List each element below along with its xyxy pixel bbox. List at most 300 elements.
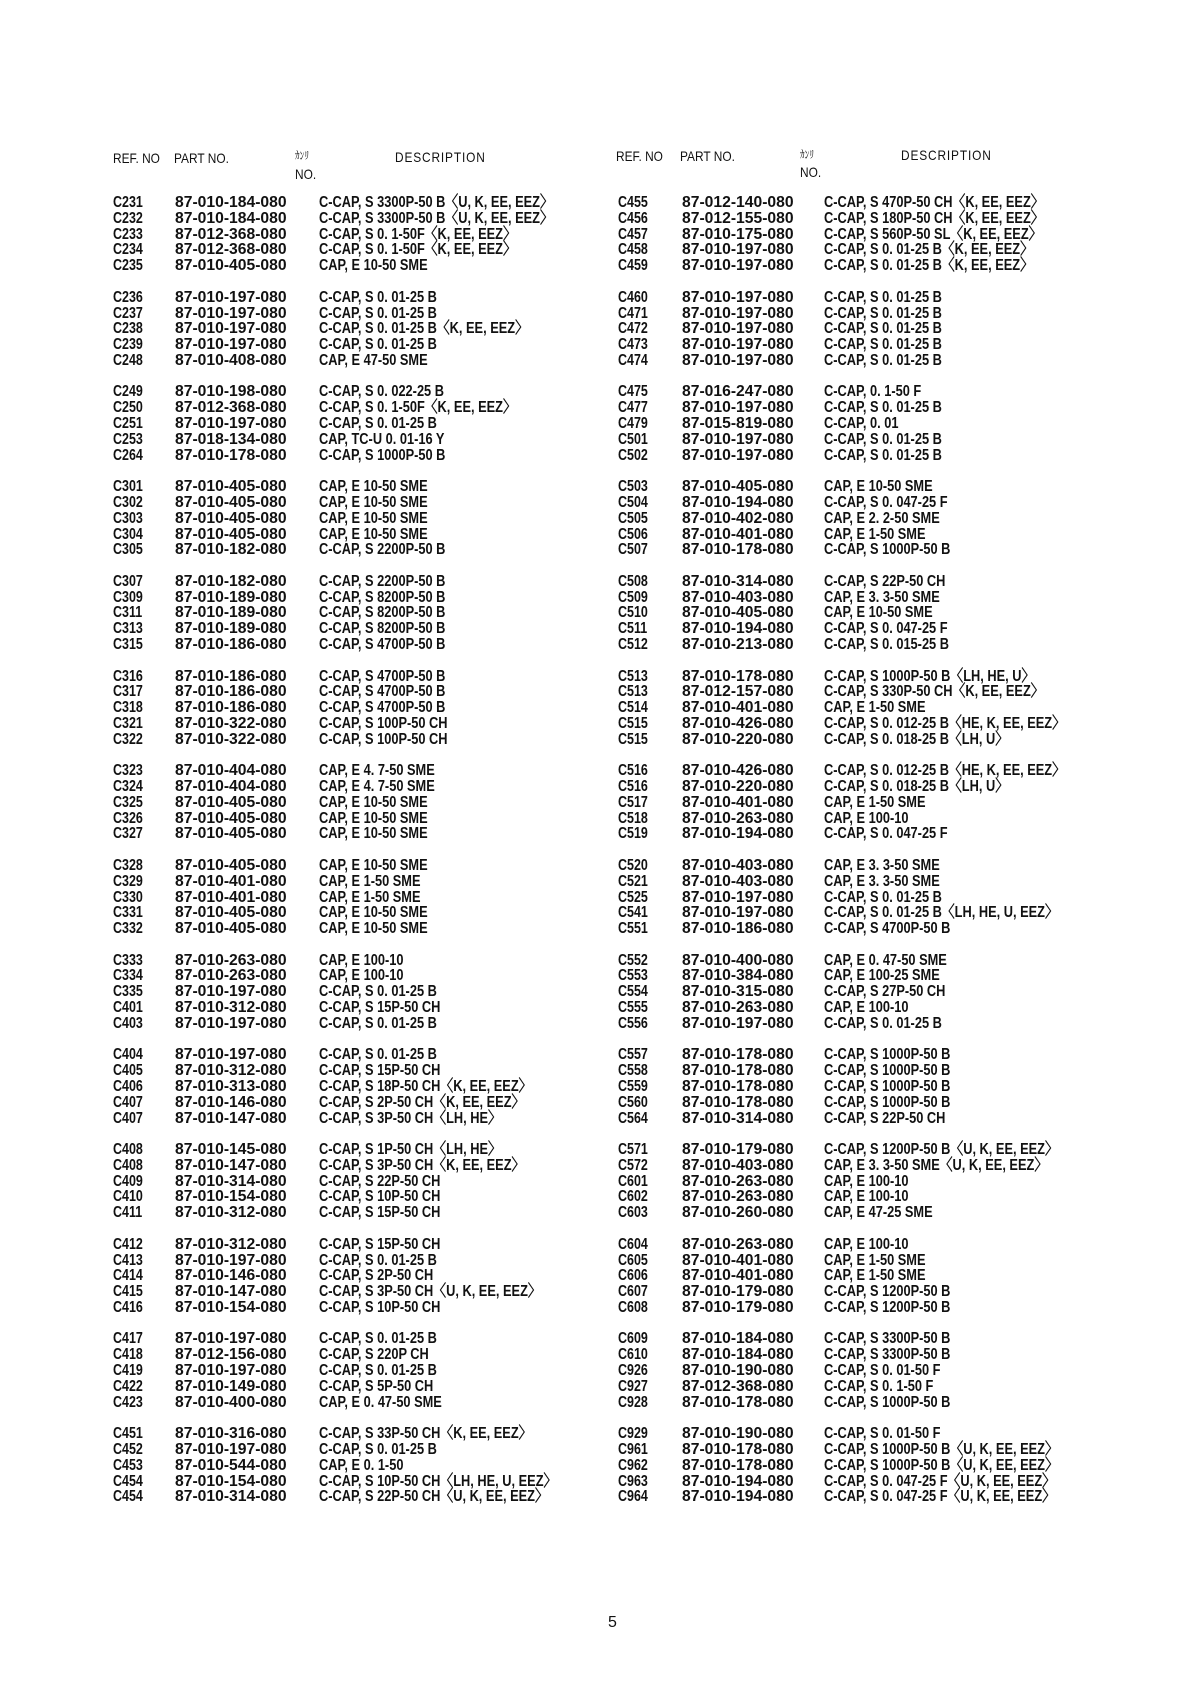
ref-no: C508 <box>618 572 648 590</box>
part-no: 87-010-260-080 <box>682 1204 794 1222</box>
part-row <box>0 353 1191 369</box>
ref-no: C326 <box>113 809 143 827</box>
part-no: 87-010-314-080 <box>175 1172 287 1190</box>
part-no: 87-010-263-080 <box>175 967 287 985</box>
ref-no: C327 <box>113 825 143 843</box>
part-row <box>0 1284 1191 1300</box>
kanri-heading: ｶﾝﾘ <box>800 149 815 161</box>
ref-no: C518 <box>618 809 648 827</box>
description: CAP, E 4. 7-50 SME <box>319 762 435 780</box>
description: C-CAP, S 8200P-50 B <box>319 588 446 606</box>
ref-no: C513 <box>618 667 648 685</box>
description: C-CAP, S 0. 01-25 B〈K, EE, EEZ〉 <box>319 320 528 338</box>
description: C-CAP, S 0. 01-50 F <box>824 1425 941 1443</box>
ref-no: C553 <box>618 967 648 985</box>
ref-no: C926 <box>618 1362 648 1379</box>
ref-no: C302 <box>113 493 143 511</box>
part-no: 87-010-182-080 <box>175 572 287 590</box>
description: C-CAP, S 1P-50 CH〈LH, HE〉 <box>319 1141 501 1158</box>
part-no: 87-010-145-080 <box>175 1141 287 1158</box>
ref-no: C512 <box>618 636 648 653</box>
description: CAP, E 2. 2-50 SME <box>824 509 940 527</box>
description: CAP, TC-U 0. 01-16 Y <box>319 430 445 448</box>
part-row <box>0 448 1191 464</box>
part-no: 87-010-194-080 <box>682 620 794 638</box>
description: CAP, E 3. 3-50 SME <box>824 588 940 606</box>
part-no: 87-010-154-080 <box>175 1472 287 1490</box>
part-row <box>0 905 1191 921</box>
part-row <box>0 1047 1191 1063</box>
description: C-CAP, S 100P-50 CH <box>319 714 448 732</box>
part-no: 87-010-197-080 <box>175 1330 287 1348</box>
part-row <box>0 874 1191 890</box>
part-no: 87-012-140-080 <box>682 194 794 211</box>
part-no: 87-010-198-080 <box>175 383 287 401</box>
part-no: 87-010-178-080 <box>682 1393 794 1411</box>
description: CAP, E 10-50 SME <box>824 604 933 622</box>
part-no: 87-010-194-080 <box>682 493 794 511</box>
ref-no: C321 <box>113 714 143 732</box>
ref-no: C460 <box>618 288 648 306</box>
part-row <box>0 416 1191 432</box>
part-no: 87-010-178-080 <box>175 446 287 464</box>
part-row <box>0 479 1191 495</box>
description: C-CAP, S 0. 01-25 B <box>824 288 942 306</box>
part-no: 87-012-368-080 <box>175 399 287 417</box>
description: CAP, E 10-50 SME <box>319 825 428 843</box>
description: C-CAP, S 0. 01-25 B <box>824 888 942 906</box>
description: C-CAP, S 0. 1-50F〈K, EE, EEZ〉 <box>319 241 516 259</box>
part-no: 87-010-213-080 <box>682 636 794 653</box>
part-row <box>0 400 1191 416</box>
description: C-CAP, S 0. 047-25 F <box>824 620 948 638</box>
description: C-CAP, S 15P-50 CH <box>319 1235 441 1253</box>
description: C-CAP, S 22P-50 CH <box>824 1109 946 1127</box>
part-no: 87-010-404-080 <box>175 762 287 780</box>
description: C-CAP, S 0. 1-50F〈K, EE, EEZ〉 <box>319 225 516 243</box>
part-no: 87-010-405-080 <box>175 825 287 843</box>
ref-no: C501 <box>618 430 648 448</box>
ref-no: C609 <box>618 1330 648 1348</box>
part-row <box>0 716 1191 732</box>
description: C-CAP, S 1000P-50 B <box>824 1393 951 1411</box>
part-no: 87-010-401-080 <box>682 699 794 717</box>
ref-no: C517 <box>618 793 648 811</box>
description: C-CAP, S 18P-50 CH〈K, EE, EEZ〉 <box>319 1077 532 1095</box>
description: C-CAP, S 1000P-50 B〈U, K, EE, EEZ〉 <box>824 1456 1058 1474</box>
page-number: 5 <box>608 1614 617 1631</box>
description: C-CAP, S 0. 018-25 B〈LH, U〉 <box>824 730 1008 748</box>
description: C-CAP, S 8200P-50 B <box>319 620 446 638</box>
ref-no: C410 <box>113 1188 143 1206</box>
ref-no: C415 <box>113 1283 143 1301</box>
part-no: 87-010-186-080 <box>175 667 287 685</box>
description: CAP, E 100-10 <box>824 999 909 1016</box>
part-no: 87-010-197-080 <box>682 446 794 464</box>
ref-no-heading: REF. NO <box>616 148 663 164</box>
description: C-CAP, S 0. 01-25 B <box>319 1014 437 1032</box>
description: CAP, E 100-10 <box>824 1235 909 1253</box>
part-row <box>0 669 1191 685</box>
description: C-CAP, S 4700P-50 B <box>319 699 446 717</box>
ref-no: C237 <box>113 304 143 322</box>
description: C-CAP, S 330P-50 CH〈K, EE, EEZ〉 <box>824 683 1044 701</box>
description: C-CAP, S 3P-50 CH〈LH, HE〉 <box>319 1109 501 1127</box>
part-no: 87-010-178-080 <box>682 1062 794 1080</box>
ref-no: C407 <box>113 1093 143 1111</box>
part-no: 87-010-401-080 <box>175 872 287 890</box>
ref-no: C519 <box>618 825 648 843</box>
ref-no: C963 <box>618 1472 648 1490</box>
part-no: 87-010-189-080 <box>175 588 287 606</box>
description: C-CAP, S 0. 012-25 B〈HE, K, EE, EEZ〉 <box>824 714 1065 732</box>
part-row <box>0 1063 1191 1079</box>
description: C-CAP, S 0. 01-25 B <box>319 288 437 306</box>
part-no: 87-010-197-080 <box>175 983 287 1001</box>
ref-no: C323 <box>113 762 143 780</box>
part-no: 87-016-247-080 <box>682 383 794 401</box>
description: C-CAP, S 1000P-50 B <box>824 1046 951 1064</box>
part-row <box>0 700 1191 716</box>
ref-no: C315 <box>113 636 143 653</box>
part-row <box>0 953 1191 969</box>
part-no: 87-010-314-080 <box>682 572 794 590</box>
description: C-CAP, S 33P-50 CH〈K, EE, EEZ〉 <box>319 1425 532 1443</box>
ref-no: C929 <box>618 1425 648 1443</box>
ref-no: C332 <box>113 920 143 938</box>
ref-no: C330 <box>113 888 143 906</box>
part-no: 87-010-312-080 <box>175 1204 287 1222</box>
part-no: 87-010-184-080 <box>175 194 287 211</box>
description: C-CAP, S 22P-50 CH <box>319 1172 441 1190</box>
part-no: 87-010-402-080 <box>682 509 794 527</box>
ref-no: C411 <box>113 1204 143 1222</box>
description: C-CAP, S 1000P-50 B <box>319 446 446 464</box>
ref-no: C304 <box>113 525 143 543</box>
ref-no: C251 <box>113 415 143 432</box>
ref-no: C234 <box>113 241 143 259</box>
description: CAP, E 1-50 SME <box>824 1267 926 1285</box>
ref-no: C317 <box>113 683 143 701</box>
part-no: 87-010-178-080 <box>682 1440 794 1458</box>
part-no: 87-010-401-080 <box>682 1251 794 1269</box>
description: C-CAP, S 1000P-50 B <box>824 1093 951 1111</box>
part-no: 87-010-220-080 <box>682 778 794 795</box>
description: C-CAP, S 10P-50 CH <box>319 1298 441 1316</box>
description: CAP, E 1-50 SME <box>824 699 926 717</box>
ref-no: C305 <box>113 541 143 559</box>
part-row <box>0 258 1191 274</box>
ref-no: C603 <box>618 1204 648 1222</box>
part-no: 87-010-178-080 <box>682 1456 794 1474</box>
description: CAP, E 3. 3-50 SME <box>824 872 940 890</box>
part-no: 87-012-156-080 <box>175 1346 287 1364</box>
description: C-CAP, S 3300P-50 B <box>824 1330 951 1348</box>
part-row <box>0 1111 1191 1127</box>
ref-no: C559 <box>618 1077 648 1095</box>
description: C-CAP, S 1200P-50 B <box>824 1298 951 1316</box>
description: C-CAP, S 560P-50 SL〈K, EE, EEZ〉 <box>824 225 1042 243</box>
description: C-CAP, S 0. 047-25 F〈U, K, EE, EEZ〉 <box>824 1488 1055 1506</box>
part-no: 87-010-197-080 <box>682 288 794 306</box>
part-no: 87-010-197-080 <box>682 336 794 354</box>
ref-no: C309 <box>113 588 143 606</box>
ref-no: C555 <box>618 999 648 1016</box>
part-row <box>0 1489 1191 1505</box>
part-row <box>0 1300 1191 1316</box>
description: CAP, E 1-50 SME <box>824 1251 926 1269</box>
part-no: 87-010-220-080 <box>682 730 794 748</box>
ref-no: C264 <box>113 446 143 464</box>
ref-no: C520 <box>618 856 648 874</box>
description: CAP, E 1-50 SME <box>319 872 421 890</box>
part-no: 87-010-178-080 <box>682 1077 794 1095</box>
part-no: 87-010-316-080 <box>175 1425 287 1443</box>
ref-no: C502 <box>618 446 648 464</box>
ref-no: C515 <box>618 730 648 748</box>
part-no: 87-010-146-080 <box>175 1093 287 1111</box>
ref-no: C409 <box>113 1172 143 1190</box>
part-row <box>0 684 1191 700</box>
part-no: 87-010-175-080 <box>682 225 794 243</box>
part-no: 87-010-400-080 <box>682 951 794 969</box>
ref-no: C514 <box>618 699 648 717</box>
ref-no: C610 <box>618 1346 648 1364</box>
part-no: 87-010-313-080 <box>175 1077 287 1095</box>
description: C-CAP, S 4700P-50 B <box>319 683 446 701</box>
description: C-CAP, S 1000P-50 B〈U, K, EE, EEZ〉 <box>824 1440 1058 1458</box>
description: C-CAP, S 0. 018-25 B〈LH, U〉 <box>824 778 1008 795</box>
ref-no: C311 <box>113 604 143 622</box>
description: C-CAP, S 0. 01-25 B <box>824 320 942 338</box>
description-heading: DESCRIPTION <box>901 147 992 163</box>
description: CAP, E 0. 1-50 <box>319 1456 404 1474</box>
ref-no: C510 <box>618 604 648 622</box>
ref-no: C964 <box>618 1488 648 1506</box>
ref-no: C253 <box>113 430 143 448</box>
part-row <box>0 1016 1191 1032</box>
part-row <box>0 858 1191 874</box>
description: C-CAP, S 1200P-50 B〈U, K, EE, EEZ〉 <box>824 1141 1058 1158</box>
part-no: 87-010-405-080 <box>175 509 287 527</box>
part-no: 87-010-408-080 <box>175 351 287 369</box>
description: C-CAP, S 0. 01-50 F <box>824 1362 941 1379</box>
description: CAP, E 3. 3-50 SME〈U, K, EE, EEZ〉 <box>824 1156 1048 1174</box>
part-no: 87-010-426-080 <box>682 762 794 780</box>
part-row <box>0 527 1191 543</box>
part-row <box>0 811 1191 827</box>
part-no: 87-010-197-080 <box>175 320 287 338</box>
part-row <box>0 1142 1191 1158</box>
kanri-no-heading: NO. <box>295 166 317 182</box>
description: CAP, E 1-50 SME <box>319 888 421 906</box>
part-no: 87-010-405-080 <box>175 809 287 827</box>
part-no: 87-018-134-080 <box>175 430 287 448</box>
description: CAP, E 100-10 <box>824 1188 909 1206</box>
description: C-CAP, S 1000P-50 B〈LH, HE, U〉 <box>824 667 1035 685</box>
description: C-CAP, S 0. 01-25 B <box>824 351 942 369</box>
ref-no: C414 <box>113 1267 143 1285</box>
description: C-CAP, S 0. 015-25 B <box>824 636 949 653</box>
ref-no: C457 <box>618 225 648 243</box>
description: CAP, E 100-10 <box>824 809 909 827</box>
part-no: 87-010-384-080 <box>682 967 794 985</box>
description: C-CAP, S 0. 012-25 B〈HE, K, EE, EEZ〉 <box>824 762 1065 780</box>
kanri-heading: ｶﾝﾘ <box>295 150 310 162</box>
description: CAP, E 10-50 SME <box>319 525 428 543</box>
description: CAP, E 1-50 SME <box>824 793 926 811</box>
description: C-CAP, S 2200P-50 B <box>319 541 446 559</box>
ref-no: C511 <box>618 620 648 638</box>
ref-no: C572 <box>618 1156 648 1174</box>
description: C-CAP, S 10P-50 CH〈LH, HE, U, EEZ〉 <box>319 1472 557 1490</box>
part-row <box>0 1237 1191 1253</box>
part-no-heading: PART NO. <box>174 150 229 166</box>
ref-no: C250 <box>113 399 143 417</box>
ref-no: C419 <box>113 1362 143 1379</box>
ref-no-heading: REF. NO <box>113 150 160 166</box>
description: C-CAP, S 3300P-50 B <box>824 1346 951 1364</box>
part-no: 87-012-368-080 <box>175 241 287 259</box>
description: C-CAP, S 0. 01-25 B <box>824 336 942 354</box>
part-no: 87-010-189-080 <box>175 620 287 638</box>
description: C-CAP, S 1000P-50 B <box>824 1062 951 1080</box>
ref-no: C504 <box>618 493 648 511</box>
part-no: 87-010-190-080 <box>682 1425 794 1443</box>
description: C-CAP, S 22P-50 CH〈U, K, EE, EEZ〉 <box>319 1488 548 1506</box>
part-no: 87-010-197-080 <box>682 304 794 322</box>
part-row <box>0 1095 1191 1111</box>
kanri-no-heading: NO. <box>800 164 822 180</box>
part-no: 87-010-178-080 <box>682 541 794 559</box>
ref-no: C418 <box>113 1346 143 1364</box>
ref-no: C564 <box>618 1109 648 1127</box>
part-row <box>0 984 1191 1000</box>
part-no-heading: PART NO. <box>680 148 735 164</box>
description: C-CAP, S 15P-50 CH <box>319 1204 441 1222</box>
ref-no: C328 <box>113 856 143 874</box>
description: C-CAP, S 0. 01-25 B <box>319 304 437 322</box>
description: C-CAP, S 0. 047-25 F <box>824 493 948 511</box>
ref-no: C601 <box>618 1172 648 1190</box>
description: C-CAP, S 0. 047-25 F〈U, K, EE, EEZ〉 <box>824 1472 1055 1490</box>
ref-no: C417 <box>113 1330 143 1348</box>
description: C-CAP, S 0. 01-25 B <box>824 399 942 417</box>
description: C-CAP, S 220P CH <box>319 1346 429 1364</box>
description: C-CAP, S 0. 01-25 B <box>319 983 437 1001</box>
part-no: 87-010-197-080 <box>682 888 794 906</box>
part-no: 87-010-147-080 <box>175 1109 287 1127</box>
part-row <box>0 621 1191 637</box>
ref-no: C233 <box>113 225 143 243</box>
part-no: 87-010-186-080 <box>175 636 287 653</box>
part-row <box>0 826 1191 842</box>
part-no: 87-010-179-080 <box>682 1298 794 1316</box>
ref-no: C422 <box>113 1377 143 1395</box>
description: CAP, E 100-10 <box>319 967 404 985</box>
part-no: 87-010-405-080 <box>175 793 287 811</box>
part-row <box>0 495 1191 511</box>
ref-no: C322 <box>113 730 143 748</box>
description: CAP, E 10-50 SME <box>319 257 428 275</box>
description: C-CAP, S 0. 01-25 B <box>319 1046 437 1064</box>
part-no: 87-010-405-080 <box>175 856 287 874</box>
description: C-CAP, S 1000P-50 B <box>824 541 951 559</box>
description: C-CAP, S 0. 1-50 F <box>824 1377 934 1395</box>
part-no: 87-010-197-080 <box>175 1046 287 1064</box>
part-no: 87-010-154-080 <box>175 1298 287 1316</box>
description: C-CAP, S 0. 022-25 B <box>319 383 444 401</box>
description: C-CAP, S 1000P-50 B <box>824 1077 951 1095</box>
description: C-CAP, S 4700P-50 B <box>319 667 446 685</box>
ref-no: C407 <box>113 1109 143 1127</box>
part-row <box>0 384 1191 400</box>
ref-no: C238 <box>113 320 143 338</box>
part-row <box>0 732 1191 748</box>
description: C-CAP, S 0. 01-25 B <box>824 1014 942 1032</box>
ref-no: C413 <box>113 1251 143 1269</box>
ref-no: C324 <box>113 778 143 795</box>
part-row <box>0 1458 1191 1474</box>
part-no: 87-015-819-080 <box>682 415 794 432</box>
part-no: 87-010-197-080 <box>682 1014 794 1032</box>
ref-no: C401 <box>113 999 143 1016</box>
part-row <box>0 1426 1191 1442</box>
part-no: 87-010-403-080 <box>682 856 794 874</box>
part-no: 87-010-400-080 <box>175 1393 287 1411</box>
ref-no: C541 <box>618 904 648 922</box>
description: CAP, E 10-50 SME <box>319 493 428 511</box>
ref-no: C516 <box>618 778 648 795</box>
description: C-CAP, 0. 1-50 F <box>824 383 922 401</box>
part-no: 87-010-197-080 <box>175 288 287 306</box>
part-no: 87-010-178-080 <box>682 1093 794 1111</box>
description: C-CAP, S 0. 01-25 B <box>319 415 437 432</box>
part-no: 87-010-544-080 <box>175 1456 287 1474</box>
part-row <box>0 1000 1191 1016</box>
part-no: 87-010-404-080 <box>175 778 287 795</box>
part-no: 87-010-182-080 <box>175 541 287 559</box>
part-no: 87-010-401-080 <box>682 793 794 811</box>
ref-no: C451 <box>113 1425 143 1443</box>
description: C-CAP, S 0. 01-25 B <box>824 430 942 448</box>
part-no: 87-010-312-080 <box>175 1235 287 1253</box>
description: C-CAP, 0. 01 <box>824 415 899 432</box>
part-row <box>0 779 1191 795</box>
part-row <box>0 290 1191 306</box>
ref-no: C456 <box>618 209 648 227</box>
ref-no: C475 <box>618 383 648 401</box>
description: C-CAP, S 15P-50 CH <box>319 999 441 1016</box>
part-row <box>0 337 1191 353</box>
description-heading: DESCRIPTION <box>395 149 486 165</box>
part-no: 87-010-197-080 <box>175 336 287 354</box>
ref-no: C416 <box>113 1298 143 1316</box>
ref-no: C301 <box>113 478 143 496</box>
part-row <box>0 542 1191 558</box>
description: C-CAP, S 0. 01-25 B <box>824 446 942 464</box>
part-no: 87-010-197-080 <box>682 430 794 448</box>
ref-no: C477 <box>618 399 648 417</box>
description: C-CAP, S 15P-50 CH <box>319 1062 441 1080</box>
part-no: 87-010-403-080 <box>682 1156 794 1174</box>
ref-no: C557 <box>618 1046 648 1064</box>
ref-no: C248 <box>113 351 143 369</box>
ref-no: C474 <box>618 351 648 369</box>
part-no: 87-010-405-080 <box>175 257 287 275</box>
ref-no: C556 <box>618 1014 648 1032</box>
part-no: 87-010-186-080 <box>682 920 794 938</box>
